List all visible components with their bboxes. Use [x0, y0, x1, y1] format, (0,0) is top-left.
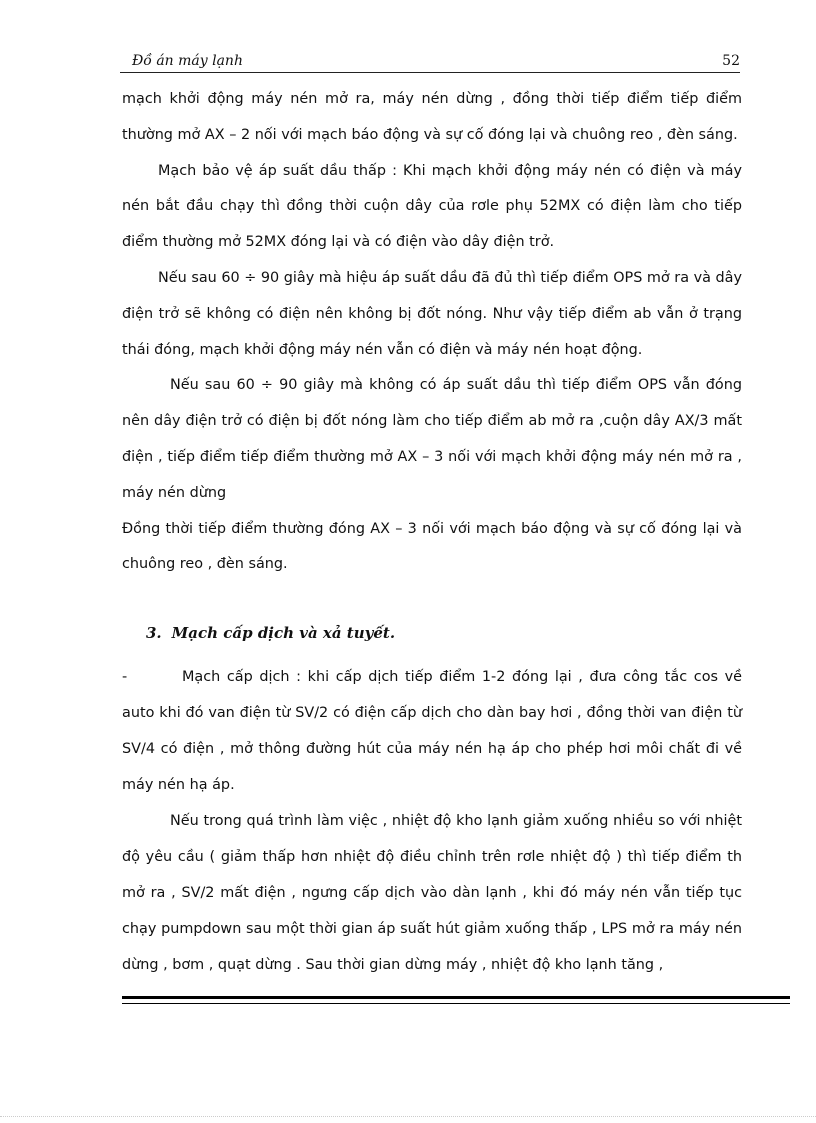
paragraph-3: Nếu sau 60 ÷ 90 giây mà hiệu áp suất dầu đã đủ thì tiếp điểm OPS mở ra và dây điện trở sẽ không có điện nên không bị đốt nóng. Như vậy tiếp điểm ab vẫn ở trạng thái đóng, mạch khởi động máy nén vẫn có điện và máy nén hoạt động. — [122, 269, 742, 358]
section-paragraph-2: Nếu trong quá trình làm việc , nhiệt độ kho lạnh giảm xuống nhiều so với nhiệt độ yêu cầu ( giảm thấp hơn nhiệt độ điều chỉnh trên rơle nhiệt độ ) thì tiếp điểm th mở ra , SV/2 mất điện , ngưng cấp dịch vào dàn lạnh , khi đó máy nén vẫn tiếp tục chạy pumpdown sau một thời gian áp suất hút giảm xuống thấp , LPS mở ra máy nén dừng , bơm , quạt dừng . Sau thời gian dừng máy , nhiệt độ kho lạnh tăng , — [122, 813, 742, 973]
page-header — [122, 50, 740, 72]
paragraph-1: mạch khởi động máy nén mở ra, máy nén dừng , đồng thời tiếp điểm tiếp điểm thường mở AX – 2 nối với mạch báo động và sự cố đóng lại và chuông reo , đèn sáng. — [122, 91, 742, 143]
footer-rule-thick — [122, 996, 790, 999]
paragraph-4: Nếu sau 60 ÷ 90 giây mà không có áp suất dầu thì tiếp điểm OPS vẫn đóng nên dây điện trở có điện bị đốt nóng làm cho tiếp điểm ab mở ra ,cuộn dây AX/3 mất điện , tiếp điểm tiếp điểm thường mở AX – 3 nối với mạch khởi động máy nén mở ra , máy nén dừng — [122, 377, 742, 501]
section-heading — [146, 624, 405, 642]
section-title: Mạch cấp dịch và xả tuyết. — [171, 624, 396, 642]
paragraph-5: Đồng thời tiếp điểm thường đóng AX – 3 nối với mạch báo động và sự cố đóng lại và chuông reo , đèn sáng. — [122, 520, 742, 573]
list-dash: - — [122, 669, 128, 685]
header-title: Đồ án máy lạnh — [132, 53, 243, 69]
paragraph-2: Mạch bảo vệ áp suất dầu thấp : Khi mạch khởi động máy nén có điện và máy nén bắt đầu chạy thì đồng thời cuộn dây của rơle phụ 52MX có điện làm cho tiếp điểm thường mở 52MX đóng lại và có điện vào dây điện trở. — [122, 162, 742, 251]
section-number: 3. — [146, 624, 162, 642]
section-paragraph-1-text: Mạch cấp dịch : khi cấp dịch tiếp điểm 1-2 đóng lại , đưa công tắc cos về auto khi đó van điện từ SV/2 có điện cấp dịch cho dàn bay hơi , đồng thời van điện từ SV/4 có điện , mở thông đường hút của máy nén hạ áp cho phép hơi môi chất đi về máy nén hạ áp. — [122, 669, 742, 793]
page-number: 52 — [722, 53, 740, 69]
page-edge — [0, 1116, 816, 1117]
section-body — [122, 659, 742, 983]
header-divider — [120, 72, 740, 73]
section-paragraph-1 — [122, 659, 742, 803]
footer-rule-thin — [122, 1003, 790, 1004]
document-body — [122, 82, 742, 583]
